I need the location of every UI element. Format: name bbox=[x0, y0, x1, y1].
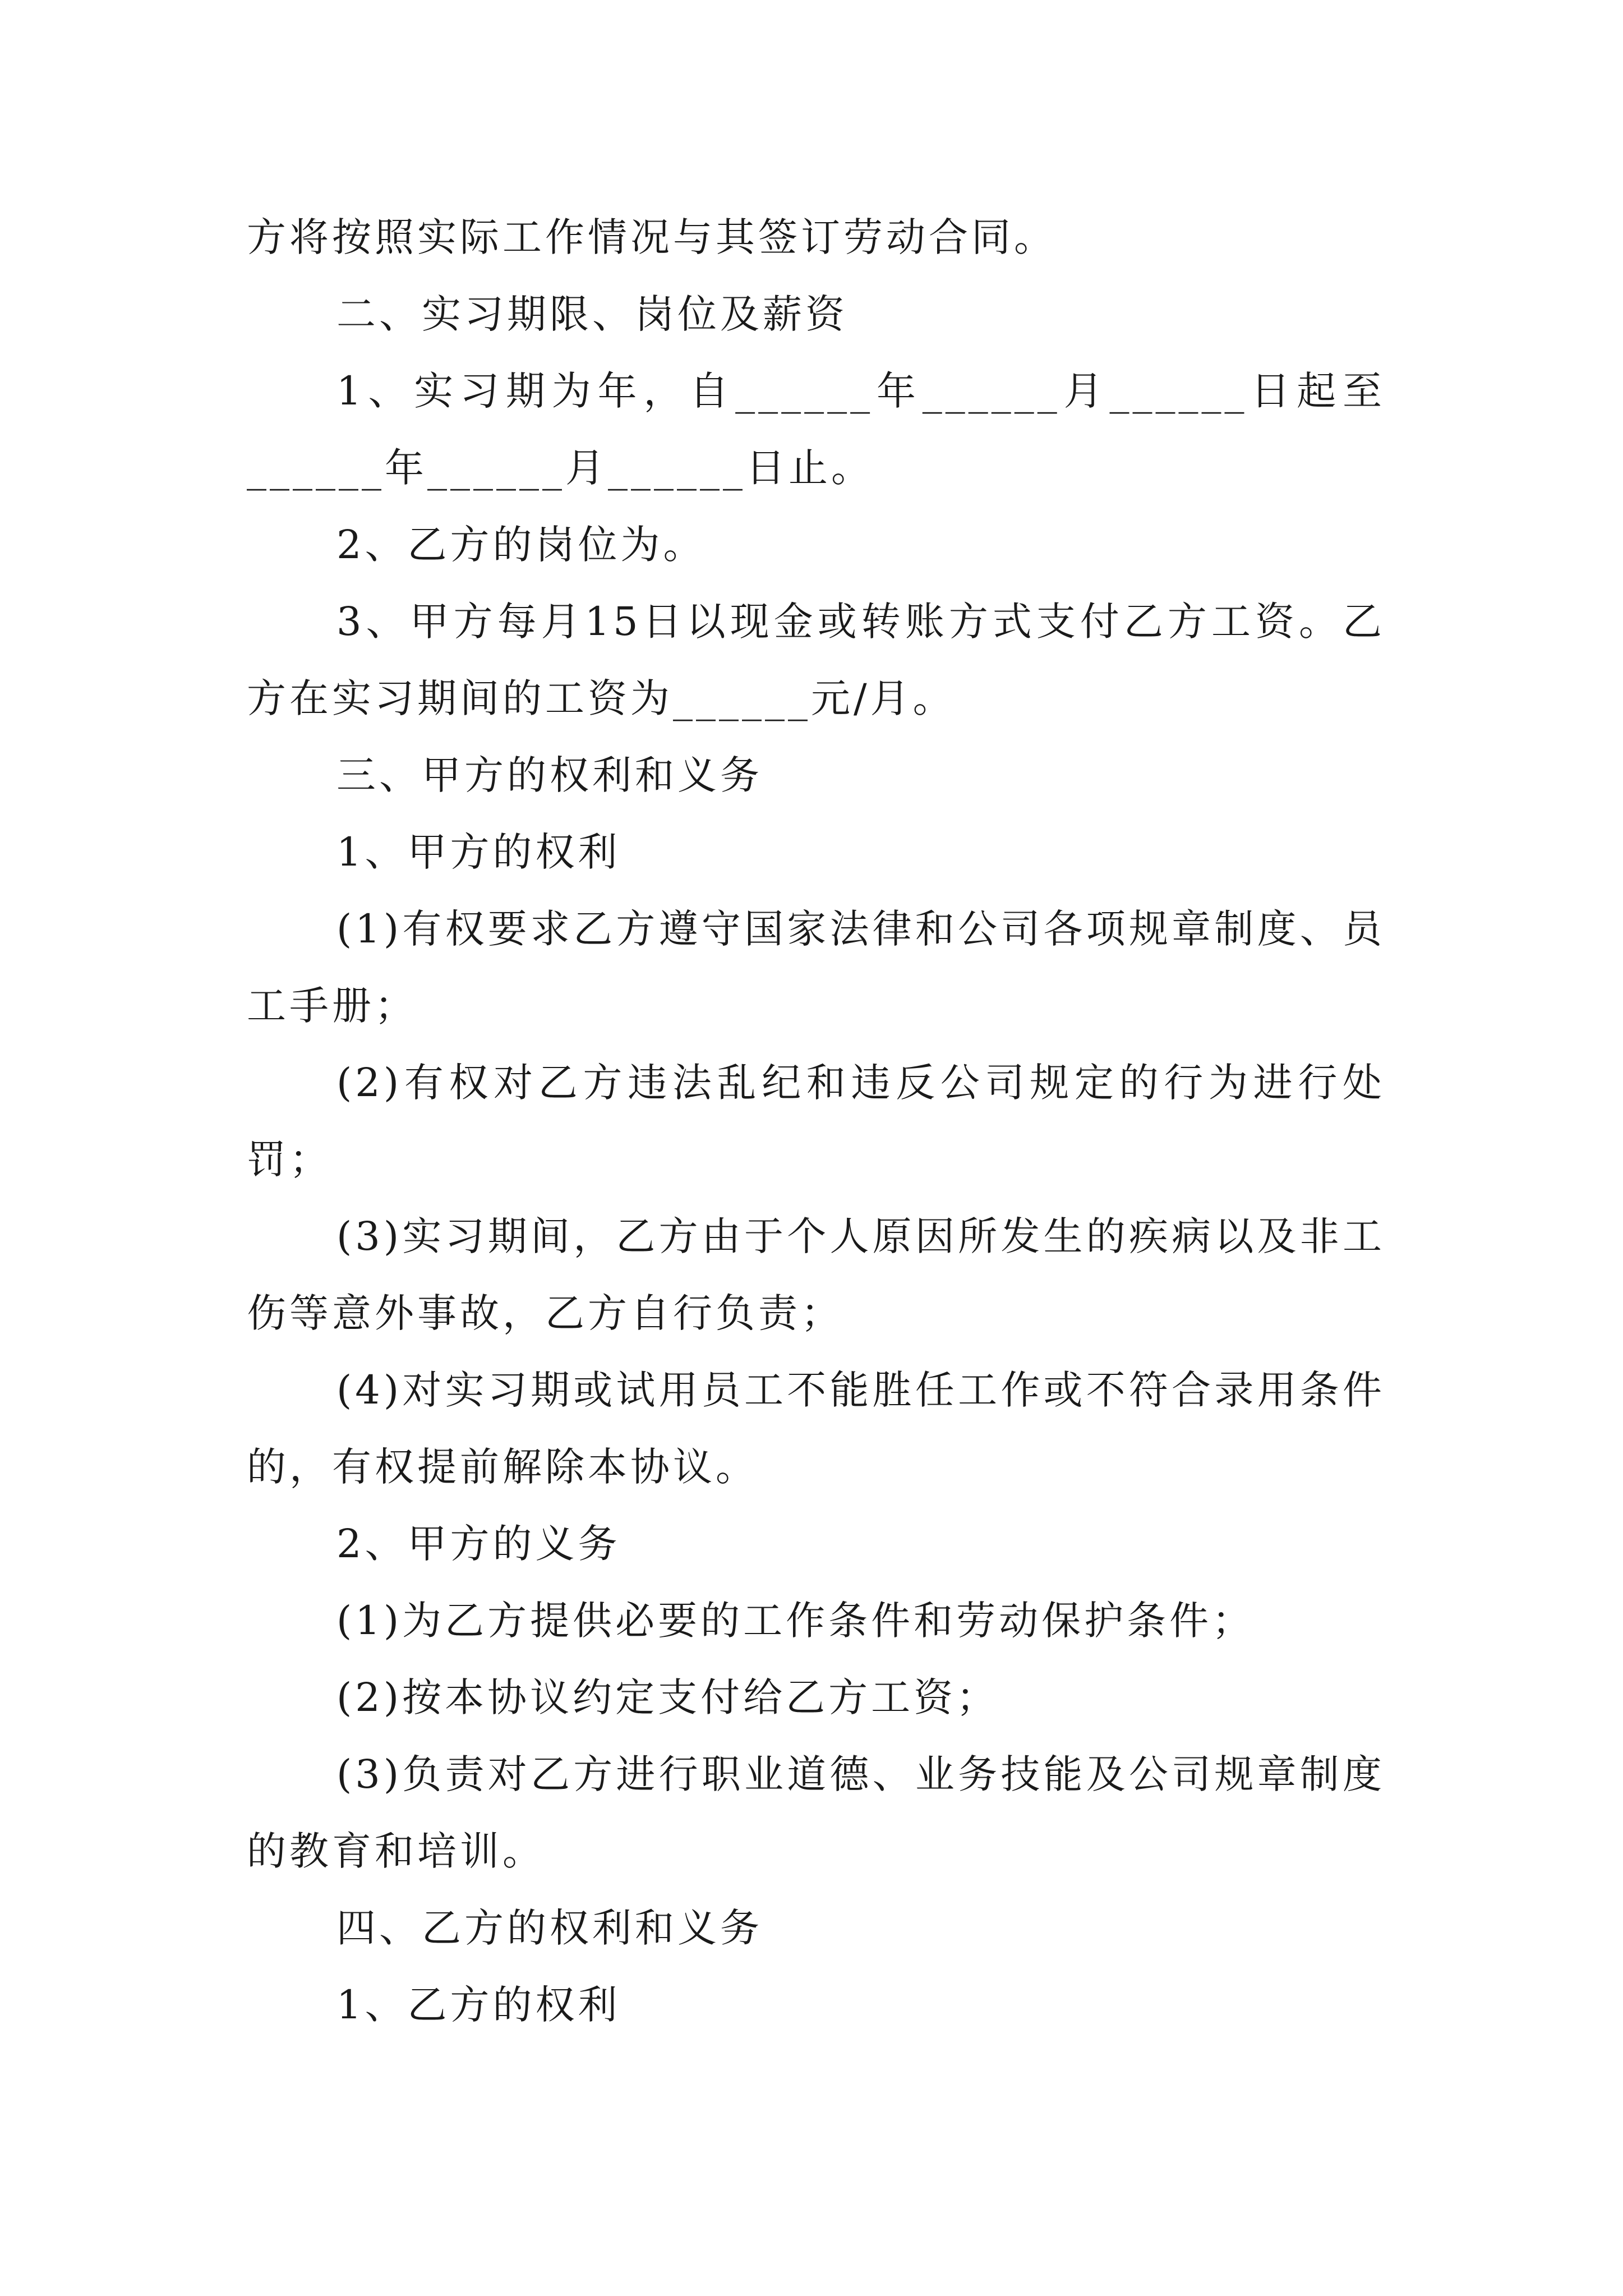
document-body bbox=[247, 199, 1385, 2044]
paragraph: 方将按照实际工作情况与其签订劳动合同。 bbox=[247, 214, 1057, 260]
subsection-heading: 2、甲方的义务 bbox=[336, 1521, 621, 1567]
paragraph: 2、乙方的岗位为。 bbox=[336, 522, 706, 568]
list-item: (1)为乙方提供必要的工作条件和劳动保护条件； bbox=[336, 1598, 1255, 1644]
section-heading: 二、实习期限、岗位及薪资 bbox=[336, 291, 848, 337]
section-heading: 三、甲方的权利和义务 bbox=[336, 752, 763, 798]
list-item: (1)有权要求乙方遵守国家法律和公司各项规章制度、员工手册； bbox=[247, 906, 1385, 1029]
list-item: (3)实习期间，乙方由于个人原因所发生的疾病以及非工伤等意外事故，乙方自行负责； bbox=[247, 1213, 1385, 1336]
paragraph: 1、实习期为年，自______年______月______日起至______年______月______日止。 bbox=[247, 368, 1385, 491]
paragraph: 3、甲方每月15日以现金或转账方式支付乙方工资。乙方在实习期间的工资为______元/月。 bbox=[247, 599, 1385, 721]
section-heading: 四、乙方的权利和义务 bbox=[336, 1905, 763, 1951]
list-item: (4)对实习期或试用员工不能胜任工作或不符合录用条件的，有权提前解除本协议。 bbox=[247, 1367, 1385, 1490]
list-item: (3)负责对乙方进行职业道德、业务技能及公司规章制度的教育和培训。 bbox=[247, 1751, 1385, 1874]
list-item: (2)有权对乙方违法乱纪和违反公司规定的行为进行处罚； bbox=[247, 1060, 1385, 1182]
list-item: (2)按本协议约定支付给乙方工资； bbox=[336, 1674, 999, 1720]
subsection-heading: 1、乙方的权利 bbox=[336, 1982, 621, 2028]
subsection-heading: 1、甲方的权利 bbox=[336, 829, 621, 875]
